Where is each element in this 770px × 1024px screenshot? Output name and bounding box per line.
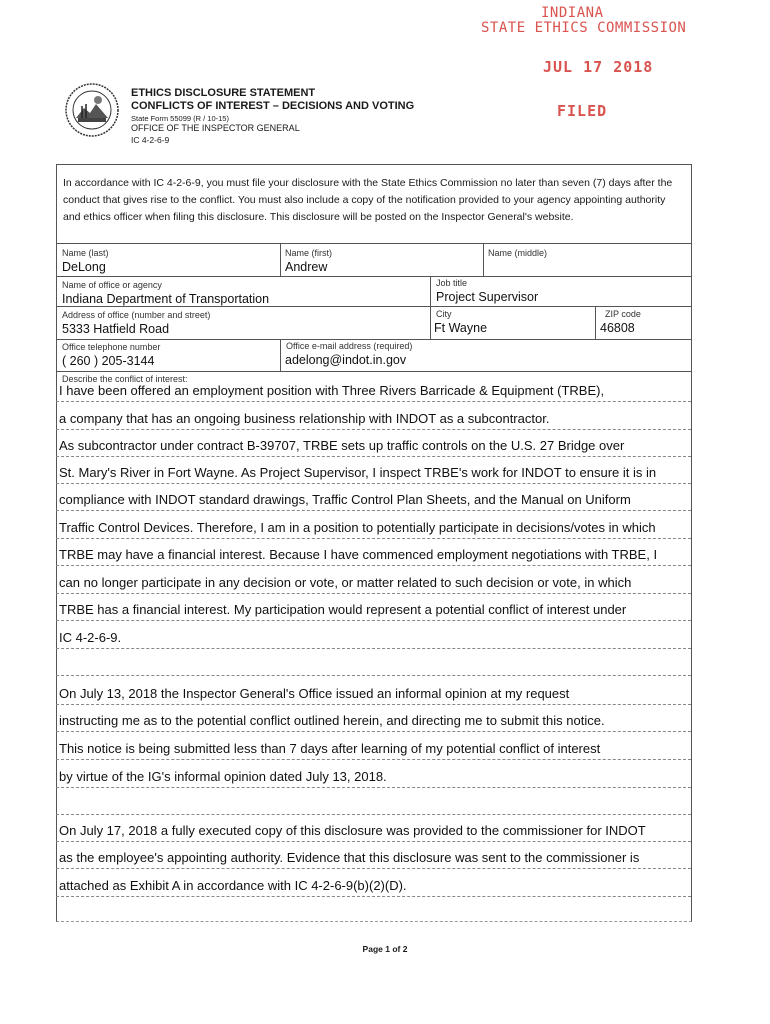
narrative-line: attached as Exhibit A in accordance with IC 4-2-6-9(b)(2)(D). — [59, 878, 407, 893]
agency-label: Name of office or agency — [62, 280, 162, 290]
ruled-line — [56, 565, 691, 566]
narrative-line: by virtue of the IG's informal opinion dated July 13, 2018. — [59, 769, 387, 784]
narrative-line: TRBE may have a financial interest. Because I have commenced employment negotiations with TRBE, I — [59, 547, 658, 562]
ruled-line — [56, 483, 691, 484]
narrative-line: TRBE has a financial interest. My participation would represent a potential conflict of interest under — [59, 602, 627, 617]
zip-value: 46808 — [600, 321, 635, 335]
narrative-line: Traffic Control Devices. Therefore, I am in a position to potentially participate in decisions/votes in which — [59, 520, 656, 535]
stamp-date: JUL 17 2018 — [543, 58, 654, 76]
divider — [56, 243, 691, 244]
narrative-line: a company that has an ongoing business relationship with INDOT as a subcontractor. — [59, 411, 550, 426]
narrative-line: can no longer participate in any decision or vote, or matter related to such decision or vote, in which — [59, 575, 632, 590]
statute-reference: IC 4-2-6-9 — [131, 135, 170, 145]
issuing-office: OFFICE OF THE INSPECTOR GENERAL — [131, 123, 300, 133]
email-label: Office e-mail address (required) — [286, 341, 413, 351]
agency-value: Indiana Department of Transportation — [62, 292, 270, 306]
ruled-line — [56, 841, 691, 842]
first-name-label: Name (first) — [285, 248, 332, 258]
ruled-line — [56, 593, 691, 594]
form-number: State Form 55099 (R / 10-15) — [131, 114, 229, 123]
divider — [483, 243, 484, 276]
stamp-state-name: INDIANA — [541, 5, 604, 21]
stamp-filed: FILED — [557, 102, 608, 120]
conflict-label: Describe the conflict of interest: — [62, 374, 188, 384]
divider — [430, 276, 431, 339]
address-value: 5333 Hatfield Road — [62, 322, 170, 336]
address-label: Address of office (number and street) — [62, 310, 211, 320]
divider — [280, 243, 281, 276]
divider — [280, 339, 281, 371]
ruled-line — [56, 401, 691, 402]
ruled-line — [56, 787, 691, 788]
zip-label: ZIP code — [605, 309, 641, 319]
ruled-line — [56, 868, 691, 869]
city-label: City — [436, 309, 452, 319]
job-title-label: Job title — [436, 278, 468, 288]
ruled-line — [56, 731, 691, 732]
state-seal-icon — [64, 82, 120, 138]
narrative-line: I have been offered an employment position with Three Rivers Barricade & Equipment (TRBE), — [59, 383, 605, 398]
ruled-line — [56, 704, 691, 705]
stamp-commission-name: STATE ETHICS COMMISSION — [481, 20, 687, 36]
form-title: ETHICS DISCLOSURE STATEMENT — [131, 87, 316, 99]
narrative-line: On July 17, 2018 a fully executed copy of this disclosure was provided to the commissioner for INDOT — [59, 823, 646, 838]
narrative-line: IC 4-2-6-9. — [59, 630, 122, 645]
phone-label: Office telephone number — [62, 342, 161, 352]
divider — [595, 306, 596, 339]
ruled-line — [56, 456, 691, 457]
divider — [56, 371, 691, 372]
narrative-line: As subcontractor under contract B-39707, TRBE sets up traffic controls on the U.S. 27 Bridge over — [59, 438, 625, 453]
last-name-label: Name (last) — [62, 248, 109, 258]
form-frame — [56, 164, 692, 922]
ruled-line — [56, 896, 691, 897]
page-number: Page 1 of 2 — [362, 944, 408, 954]
last-name-value: DeLong — [62, 260, 106, 274]
job-title-value: Project Supervisor — [436, 290, 539, 304]
ruled-line — [56, 648, 691, 649]
divider — [56, 339, 691, 340]
city-value: Ft Wayne — [434, 321, 488, 335]
ruled-line — [56, 814, 691, 815]
narrative-line: St. Mary's River in Fort Wayne. As Project Supervisor, I inspect TRBE's work for INDOT to ensure it is in — [59, 465, 657, 480]
first-name-value: Andrew — [285, 260, 328, 274]
ruled-line — [56, 620, 691, 621]
ruled-line — [56, 510, 691, 511]
narrative-line: as the employee's appointing authority. Evidence that this disclosure was sent to the commissioner is — [59, 850, 640, 865]
narrative-line: instructing me as to the potential conflict outlined herein, and directing me to submit this notice. — [59, 713, 605, 728]
ruled-line — [56, 675, 691, 676]
filing-instructions: In accordance with IC 4-2-6-9, you must file your disclosure with the State Ethics Commission no later than seven (7) days after the conduct that gives rise to the conflict. You must also include a copy of the notification provided to your agency appointing authority and ethics officer when filing this disclosure. This disclosure will be posted on the Inspector General's website. — [63, 177, 673, 223]
email-value: adelong@indot.in.gov — [285, 353, 407, 367]
phone-value: ( 260 ) 205-3144 — [62, 354, 155, 368]
ruled-line — [56, 759, 691, 760]
ruled-line — [56, 429, 691, 430]
narrative-line: compliance with INDOT standard drawings, Traffic Control Plan Sheets, and the Manual on Uniform — [59, 492, 631, 507]
narrative-line: On July 13, 2018 the Inspector General's Office issued an informal opinion at my request — [59, 686, 570, 701]
narrative-line: This notice is being submitted less than 7 days after learning of my potential conflict of interest — [59, 741, 601, 756]
middle-name-label: Name (middle) — [488, 248, 548, 258]
divider — [56, 276, 691, 277]
form-subtitle: CONFLICTS OF INTEREST – DECISIONS AND VOTING — [131, 100, 415, 112]
ruled-line — [56, 538, 691, 539]
